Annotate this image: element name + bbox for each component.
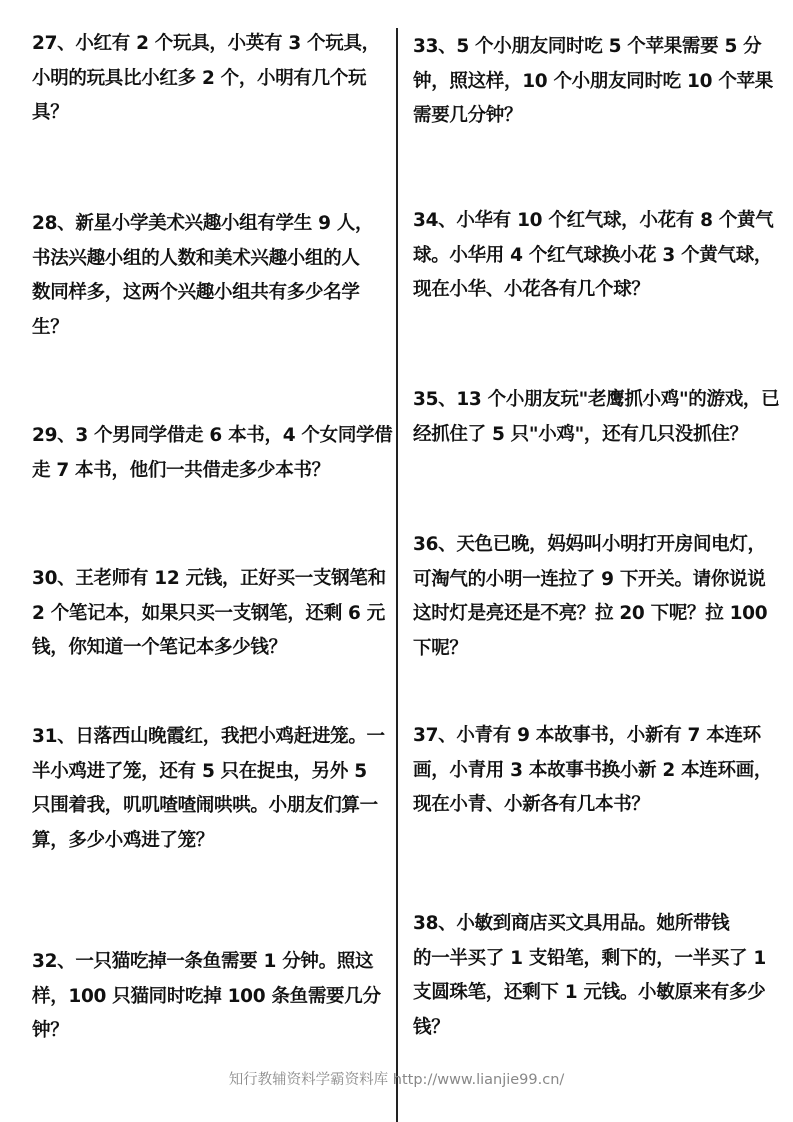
question-text-line: 需要几分钟？ (413, 105, 523, 126)
question-text-line: 样，100 只猫同时吃掉 100 条鱼需要几分 (32, 985, 381, 1007)
question-text-line: 算，多少小鸡进了笼？ (32, 829, 215, 851)
question-text-line: 这时灯是亮还是不亮？拉 20 下呢？拉 100 (413, 603, 768, 624)
question-text-line: 2 个笔记本，如果只买一支钢笔，还剩 6 元 (32, 602, 385, 624)
question-text-line: 钟，照这样，10 个小朋友同时吃 10 个苹果 (413, 70, 773, 92)
question-text-line: 35、13 个小朋友玩"老鹰抓小鸡"的游戏，已 (413, 389, 780, 410)
question-text-line: 半小鸡进了笼，还有 5 只在捉虫，另外 5 (32, 760, 367, 782)
question-text-line: 34、小华有 10 个红气球，小花有 8 个黄气 (413, 210, 774, 231)
question-text-line: 走 7 本书，他们一共借走多少本书？ (32, 459, 330, 481)
question-37 (413, 719, 772, 823)
question-text-line: 钱？ (413, 1016, 450, 1038)
question-34 (413, 204, 773, 308)
question-35 (413, 383, 779, 452)
column-divider (396, 28, 398, 1122)
question-text-line: 经抓住了 5 只"小鸡"，还有几只没抓住？ (413, 423, 748, 445)
question-text-line: 现在小华、小花各有几个球？ (413, 279, 650, 300)
question-text-line: 球。小华用 4 个红气球换小花 3 个黄气球， (413, 244, 773, 266)
question-32 (32, 945, 381, 1049)
question-text-line: 小明的玩具比小红多 2 个，小明有几个玩 (32, 67, 367, 89)
question-text-line: 具？ (32, 102, 69, 123)
question-33 (413, 30, 773, 134)
question-36 (413, 528, 767, 666)
question-text-line: 可淘气的小明一连拉了 9 下开关。请你说说 (413, 568, 766, 590)
question-text-line: 钱，你知道一个笔记本多少钱？ (32, 637, 287, 658)
question-text-line: 钟？ (32, 1020, 69, 1041)
question-text-line: 27、小红有 2 个玩具，小英有 3 个玩具， (32, 33, 380, 54)
question-text-line: 书法兴趣小组的人数和美术兴趣小组的人 (32, 247, 360, 269)
question-text-line: 38、小敏到商店买文具用品。她所带钱 (413, 913, 730, 934)
question-38 (413, 907, 766, 1045)
question-text-line: 生？ (32, 316, 69, 338)
question-29 (32, 419, 392, 488)
question-text-line: 37、小青有 9 本故事书，小新有 7 本连环 (413, 725, 761, 746)
question-31 (32, 720, 385, 858)
question-text-line: 的一半买了 1 支铅笔，剩下的，一半买了 1 (413, 947, 766, 969)
question-text-line: 36、天色已晚，妈妈叫小明打开房间电灯， (413, 534, 766, 555)
question-text-line: 支圆珠笔，还剩下 1 元钱。小敏原来有多少 (413, 982, 766, 1003)
question-text-line: 33、5 个小朋友同时吃 5 个苹果需要 5 分 (413, 36, 762, 57)
question-text-line: 30、王老师有 12 元钱，正好买一支钢笔和 (32, 568, 386, 589)
question-text-line: 下呢？ (413, 637, 468, 659)
question-text-line: 画，小青用 3 本故事书换小新 2 本连环画， (413, 759, 773, 781)
question-text-line: 28、新星小学美术兴趣小组有学生 9 人， (32, 213, 374, 234)
question-text-line: 只围着我，叽叽喳喳闹哄哄。小朋友们算一 (32, 795, 378, 816)
question-27 (32, 27, 380, 131)
question-text-line: 29、3 个男同学借走 6 本书，4 个女同学借 (32, 425, 393, 446)
question-30 (32, 562, 386, 666)
footer-watermark: 知行教辅资料学霸资料库 http://www.lianjie99.cn/ (228, 1072, 565, 1088)
question-text-line: 现在小青、小新各有几本书？ (413, 794, 650, 815)
question-text-line: 数同样多，这两个兴趣小组共有多少名学 (32, 282, 360, 303)
question-text-line: 32、一只猫吃掉一条鱼需要 1 分钟。照这 (32, 951, 374, 972)
question-text-line: 31、日落西山晚霞红，我把小鸡赶进笼。一 (32, 726, 385, 747)
question-28 (32, 207, 373, 345)
